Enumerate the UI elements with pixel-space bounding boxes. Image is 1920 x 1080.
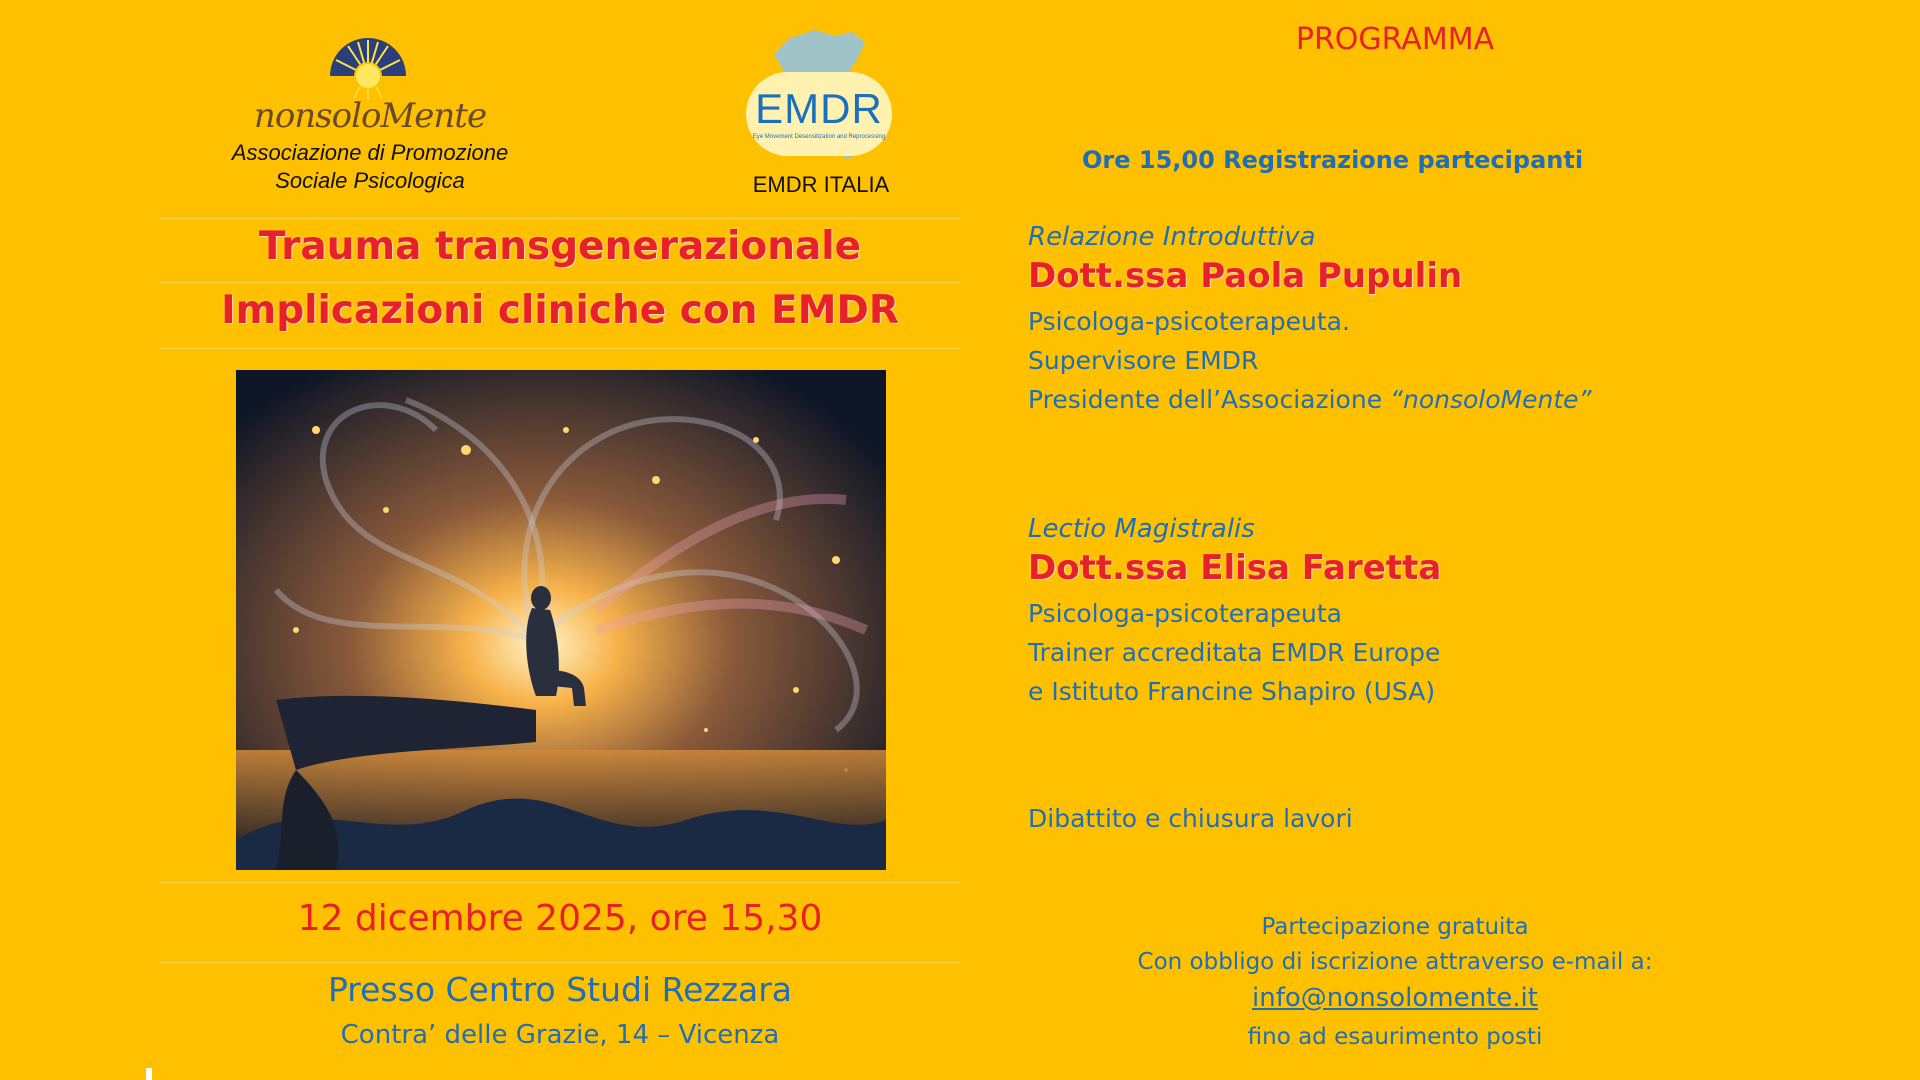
divider [160,282,960,283]
registration-time: Ore 15,00 Registrazione partecipanti [1082,146,1584,174]
event-title-line-2: Implicazioni cliniche con EMDR [221,288,899,333]
talk-1-speaker: Dott.ssa Paola Pupulin [1028,256,1463,296]
event-artwork-image [236,370,886,870]
talk-2-speaker: Dott.ssa Elisa Faretta [1028,548,1442,588]
venue-address: Contra’ delle Grazie, 14 – Vicenza [340,1020,780,1050]
emdr-subtitle: Eye Movement Desensitization and Reprocessing [752,134,886,140]
association-tagline-2: Sociale Psicologica [275,168,465,193]
divider [160,962,960,963]
divider [160,218,960,219]
talk-2-role: Lectio Magistralis [1028,514,1255,544]
talk-2 [1028,514,1828,711]
talk-2-desc-line: Psicologa-psicoterapeuta [1028,599,1342,628]
participation-free: Partecipazione gratuita [1261,914,1529,940]
talk-1-desc-line: Presidente dell’Associazione “nonsoloMente” [1028,385,1592,414]
event-title-line-1: Trauma transgenerazionale [258,224,862,269]
emdr-word: EMDR [755,85,883,132]
brand-name: nonsoloMente [253,96,487,136]
talk-1-desc-line: Psicologa-psicoterapeuta. [1028,307,1350,336]
seat-limit-note: fino ad esaurimento posti [1247,1024,1543,1050]
venue-name: Presso Centro Studi Rezzara [327,970,793,1009]
divider [160,882,960,883]
association-tagline-1: Associazione di Promozione [231,140,509,165]
talk-2-desc-line: Trainer accreditata EMDR Europe [1028,638,1441,667]
registration-obligation: Con obbligo di iscrizione attraverso e-mail a: [1137,949,1653,975]
closing-session: Dibattito e chiusura lavori [1028,804,1353,833]
program-heading: PROGRAMMA [1295,22,1495,57]
sun-logo-icon [328,32,408,102]
emdr-italia-caption: EMDR ITALIA [752,172,890,197]
talk-2-desc-line: e Istituto Francine Shapiro (USA) [1028,677,1436,706]
nonsolomente-logo [210,30,530,200]
event-date: 12 dicembre 2025, ore 15,30 [297,898,823,939]
edge-mark [146,1068,152,1080]
talk-1 [1028,222,1828,419]
contact-email-link[interactable]: info@nonsolomente.it [1252,983,1538,1013]
emdr-logo [740,28,900,163]
talk-1-desc-line: Supervisore EMDR [1028,346,1259,375]
divider [160,348,960,349]
talk-1-role: Relazione Introduttiva [1028,222,1316,252]
association-name: “nonsoloMente” [1390,385,1592,414]
emdr-badge [746,72,892,156]
